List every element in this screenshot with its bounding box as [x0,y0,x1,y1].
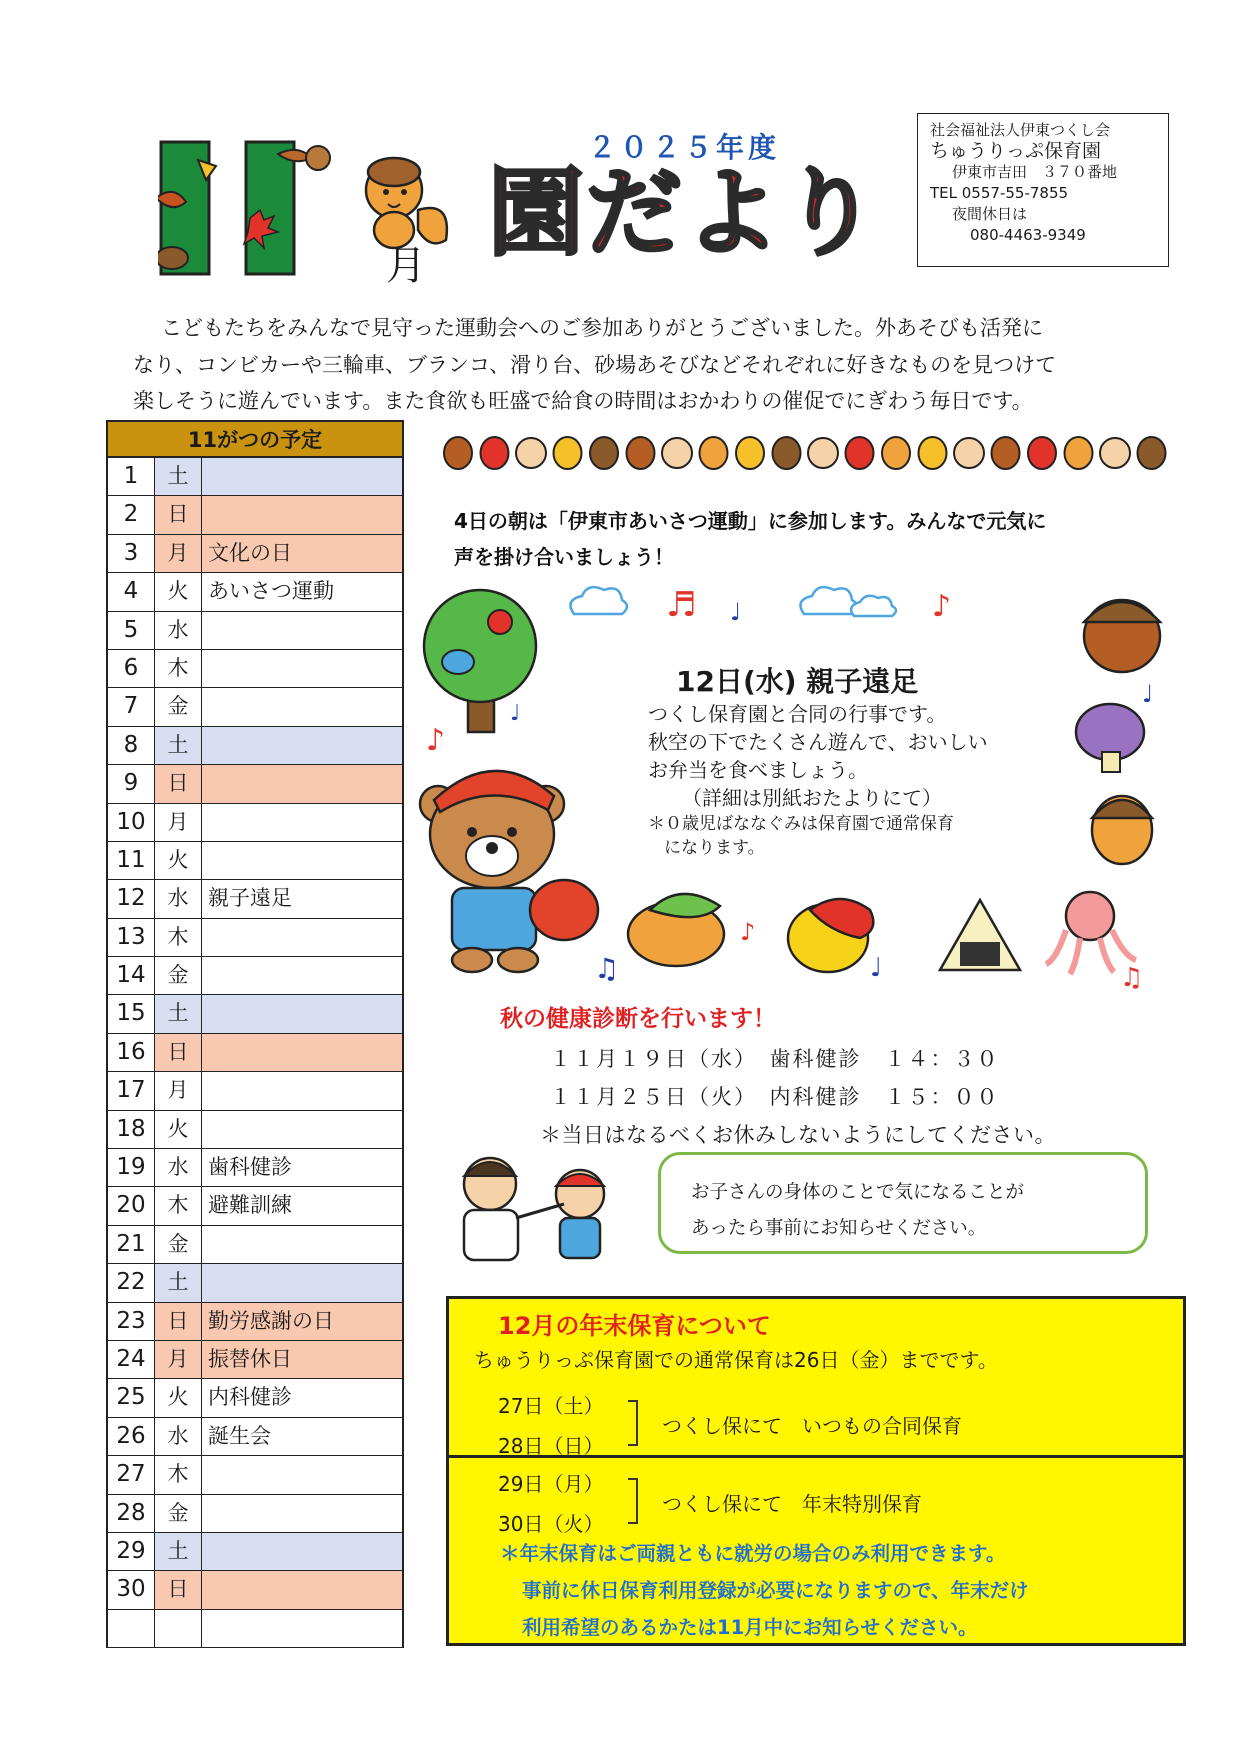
child-face-icon [662,438,692,468]
schedule-row [106,1149,404,1187]
schedule-event [202,1264,402,1301]
schedule-row [106,612,404,650]
schedule-event [202,995,402,1032]
date-29: 29日（月） [498,1472,604,1496]
music-notes-decoration [420,700,520,760]
schedule-weekday: 火 [155,1111,202,1148]
schedule-event: 勤労感謝の日 [202,1303,402,1340]
schedule-event [202,957,402,994]
schedule-table [106,458,404,1648]
schedule-weekday: 火 [155,1379,202,1416]
music-note-icon [590,946,624,986]
schedule-row [106,727,404,765]
bubble-line-1: お子さんの身体のことで気になることが [691,1182,1025,1203]
schedule-day: 20 [108,1187,155,1224]
schedule-day: 7 [108,688,155,725]
schedule-day: 1 [108,458,155,495]
schedule-weekday: 木 [155,1187,202,1224]
schedule-row [106,458,404,496]
autumn-leaf-icon [1065,437,1093,469]
special-care-line: つくし保にて 年末特別保育 [662,1492,922,1516]
schedule-day: 6 [108,650,155,687]
dental-check-line: １１月１９日（水） 歯科健診 １４：３０ [550,1047,1000,1071]
doctor-checkup-illustration [444,1148,624,1268]
schedule-event [202,804,402,841]
schedule-weekday: 月 [155,804,202,841]
schedule-event [202,727,402,764]
schedule-event [202,1456,402,1493]
telephone: TEL 0557-55-7855 [930,184,1069,202]
schedule-day: 17 [108,1072,155,1109]
schedule-day: 12 [108,880,155,917]
schedule-event [202,1610,402,1647]
schedule-row [106,1379,404,1417]
schedule-weekday: 水 [155,880,202,917]
schedule-day: 21 [108,1226,155,1263]
schedule-row [106,573,404,611]
schedule-weekday: 金 [155,1495,202,1532]
autumn-leaf-icon [444,437,472,469]
schedule-day: 2 [108,496,155,533]
year-end-note-2: 事前に休日保育利用登録が必要になりますので、年末だけ [522,1579,1029,1602]
schedule-row [106,1341,404,1379]
autumn-leaf-icon [700,437,728,469]
schedule-event [202,842,402,879]
acorn-characters-decoration [1058,582,1178,882]
page-title: 園だより [488,157,880,269]
contact-info-box [917,113,1169,267]
schedule-row [106,919,404,957]
schedule-event: 親子遠足 [208,886,292,911]
svg-text:♪: ♪ [932,589,952,624]
schedule-day: 5 [108,612,155,649]
autumn-leaf-icon [992,437,1020,469]
schedule-weekday: 金 [155,1226,202,1263]
autumn-leaf-icon [773,437,801,469]
schedule-day: 19 [108,1149,155,1186]
schedule-row [106,804,404,842]
schedule-weekday: 金 [155,957,202,994]
medical-check-line: １１月２５日（火） 内科健診 １５：００ [550,1085,1000,1109]
schedule-day: 15 [108,995,155,1032]
autumn-leaf-icon [1138,437,1166,469]
advice-speech-bubble [658,1152,1148,1254]
schedule-row [106,1571,404,1609]
svg-text:♫: ♫ [1120,963,1144,990]
schedule-weekday: 日 [155,1034,202,1071]
schedule-event [202,1495,402,1532]
night-telephone: 080-4463-9349 [970,226,1086,244]
schedule-weekday: 水 [155,612,202,649]
schedule-day: 22 [108,1264,155,1301]
child-face-icon [808,438,838,468]
child-face-icon [516,438,546,468]
schedule-event [202,919,402,956]
schedule-event [202,1111,402,1148]
svg-text:♩: ♩ [730,598,742,626]
schedule-weekday: 土 [155,458,202,495]
schedule-event [202,1072,402,1109]
schedule-event [202,688,402,725]
year-end-title: 12月の年末保育について [498,1312,771,1340]
animal-friends-illustration [590,880,1170,990]
autumn-leaf-icon [846,437,874,469]
schedule-day: 10 [108,804,155,841]
schedule-day: 27 [108,1456,155,1493]
schedule-day: 26 [108,1418,155,1455]
address: 伊東市吉田 ３７０番地 [952,163,1118,181]
schedule-row [106,1264,404,1302]
schedule-row [106,1303,404,1341]
greeting-line-2: 声を掛け合いましょう！ [454,545,674,569]
year-end-note [500,1535,1029,1646]
year-end-note-1: ＊年末保育はご両親ともに就労の場合のみ利用できます。 [500,1542,1006,1565]
schedule-row [106,1072,404,1110]
schedule-row [106,1610,404,1648]
schedule-weekday: 土 [155,995,202,1032]
schedule-row [106,1418,404,1456]
schedule-day: 30 [108,1571,155,1608]
schedule-weekday: 土 [155,727,202,764]
schedule-event: 内科健診 [208,1385,292,1410]
schedule-event [202,1533,402,1570]
svg-text:♫: ♫ [594,952,620,985]
schedule-weekday: 日 [155,496,202,533]
schedule-day: 8 [108,727,155,764]
schedule-row [106,1111,404,1149]
autumn-leaf-icon [554,437,582,469]
schedule-day: 29 [108,1533,155,1570]
schedule-weekday: 火 [155,573,202,610]
schedule-event: あいさつ運動 [208,579,334,604]
nursery-name: ちゅうりっぷ保育園 [930,140,1102,162]
schedule-day: 24 [108,1341,155,1378]
autumn-garland-decoration [440,432,1175,474]
intro-text [133,310,1153,420]
schedule-weekday: 日 [155,1571,202,1608]
health-check-title: 秋の健康診断を行います！ [500,1006,776,1032]
schedule-row [106,995,404,1033]
night-label: 夜間休日は [952,205,1028,223]
schedule-event [202,1571,402,1608]
schedule-day [108,1610,155,1647]
health-note: ＊当日はなるべくお休みしないようにしてください。 [540,1123,1056,1147]
schedule-row [106,842,404,880]
schedule-event: 避難訓練 [208,1193,292,1218]
organization-name: 社会福祉法人伊東つくし会 [930,121,1111,139]
schedule-event [202,458,402,495]
schedule-day: 11 [108,842,155,879]
autumn-leaf-icon [736,437,764,469]
schedule-weekday: 月 [155,535,202,572]
greeting-line-1: 4日の朝は「伊東市あいさつ運動」に参加します。みんなで元気に [454,509,1047,533]
schedule-row [106,1456,404,1494]
schedule-event: 文化の日 [202,535,402,572]
schedule-weekday [155,1610,202,1647]
schedule-weekday: 月 [155,1072,202,1109]
svg-text:♩: ♩ [510,701,520,726]
bracket-2 [628,1478,638,1524]
intro-line-3: 楽しそうに遊んでいます。また食欲も旺盛で給食の時間はおかわりの催促でにぎわう毎日です。 [133,389,1033,413]
regular-care-line: ちゅうりっぷ保育園での通常保育は26日（金）までです。 [474,1348,998,1372]
month-eleven-illustration [158,138,334,278]
schedule-row [106,1187,404,1225]
schedule-day: 3 [108,535,155,572]
schedule-event: 振替休日 [202,1341,402,1378]
schedule-event [202,1226,402,1263]
schedule-row [106,496,404,534]
year-end-note-3: 利用希望のあるかたは11月中にお知らせください。 [522,1616,978,1639]
schedule-weekday: 土 [155,1264,202,1301]
joint-care-line: つくし保にて いつもの合同保育 [662,1414,962,1438]
schedule-weekday: 日 [155,765,202,802]
schedule-day: 28 [108,1495,155,1532]
intro-line-2: なり、コンビカーや三輪車、ブランコ、滑り台、砂場あそびなどそれぞれに好きなものを見つけて [133,352,1057,377]
schedule-weekday: 火 [155,842,202,879]
schedule-day: 13 [108,919,155,956]
schedule-weekday: 月 [155,1341,202,1378]
date-28: 28日（日） [498,1434,604,1458]
intro-line-1: こどもたちをみんなで見守った運動会へのご参加ありがとうございました。外あそびも活発に [161,316,1043,340]
schedule-day: 25 [108,1379,155,1416]
schedule-weekday: 木 [155,650,202,687]
excursion-line-1: つくし保育園と合同の行事です。 [648,702,947,726]
schedule-weekday: 木 [155,919,202,956]
fiscal-year: ２０２５年度 [588,131,781,164]
svg-text:♪: ♪ [426,723,446,758]
autumn-leaf-icon [1028,437,1056,469]
schedule-weekday: 日 [155,1303,202,1340]
schedule-event [202,496,402,533]
month-suffix: 月 [386,243,426,289]
schedule-day: 23 [108,1303,155,1340]
schedule-event: 歯科健診 [208,1155,292,1180]
schedule-row [106,1226,404,1264]
schedule-row [106,650,404,688]
schedule-weekday: 土 [155,1533,202,1570]
excursion-line-5: ＊０歳児ばななぐみは保育園で通常保育 [648,814,954,834]
autumn-leaf-icon [481,437,509,469]
schedule-weekday: 木 [155,1456,202,1493]
schedule-event [202,765,402,802]
child-face-icon [954,438,984,468]
child-face-icon [1100,438,1130,468]
schedule-day: 4 [108,573,155,610]
greeting-campaign-notice [454,503,1164,575]
autumn-leaf-icon [882,437,910,469]
schedule-day: 16 [108,1034,155,1071]
schedule-event: 誕生会 [208,1423,271,1448]
schedule-row [106,880,404,918]
health-check-schedule [540,1040,1056,1154]
svg-text:♬: ♬ [666,585,697,625]
autumn-leaf-icon [590,437,618,469]
excursion-details [648,700,1048,860]
svg-text:♩: ♩ [870,953,883,983]
schedule-title: 11がつの予定 [106,420,404,458]
schedule-row [106,1533,404,1571]
schedule-row [106,957,404,995]
schedule-row [106,688,404,726]
schedule-row [106,535,404,573]
date-27: 27日（土） [498,1394,604,1418]
schedule-event [202,612,402,649]
date-30: 30日（火） [498,1512,604,1536]
schedule-row [106,765,404,803]
autumn-leaf-icon [627,437,655,469]
bear-with-backpack-illustration [414,760,604,980]
schedule-event [202,650,402,687]
schedule-event [202,1034,402,1071]
schedule-day: 18 [108,1111,155,1148]
svg-text:♩: ♩ [1142,680,1154,708]
excursion-line-6: になります。 [664,838,765,858]
schedule-day: 9 [108,765,155,802]
clouds-and-notes-decoration [560,580,990,630]
bracket-1 [628,1400,638,1446]
autumn-leaf-icon [919,437,947,469]
schedule-day: 14 [108,957,155,994]
schedule-weekday: 水 [155,1418,202,1455]
schedule-row [106,1034,404,1072]
svg-text:♪: ♪ [740,918,756,946]
schedule-weekday: 水 [155,1149,202,1186]
excursion-line-2: 秋空の下でたくさん遊んで、おいしい [648,730,988,754]
excursion-line-3: お弁当を食べましょう。 [648,758,868,782]
excursion-title: 12日(水) 親子遠足 [676,665,919,698]
schedule-weekday: 金 [155,688,202,725]
excursion-line-4: （詳細は別紙おたよりにて） [682,786,942,810]
schedule-row [106,1495,404,1533]
bubble-line-2: あったら事前にお知らせください。 [691,1218,987,1239]
